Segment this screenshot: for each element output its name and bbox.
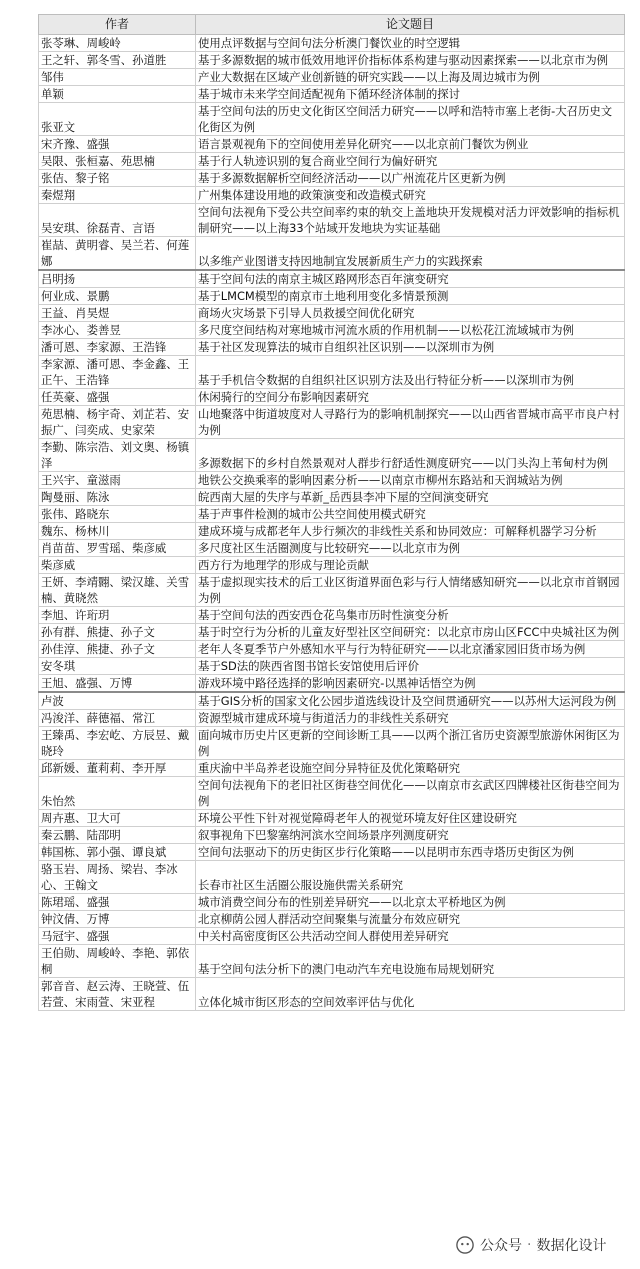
paper-title-cell: 西方行为地理学的形成与理论贡献 xyxy=(196,557,625,574)
author-cell: 吕明扬 xyxy=(39,270,196,288)
header-authors: 作者 xyxy=(39,15,196,35)
author-cell: 韩国栋、郭小强、谭良斌 xyxy=(39,844,196,861)
table-row xyxy=(39,692,625,710)
table-row xyxy=(39,339,625,356)
author-cell: 卢波 xyxy=(39,692,196,710)
author-cell: 马冠宇、盛强 xyxy=(39,928,196,945)
table-row xyxy=(39,624,625,641)
paper-table-sheet xyxy=(38,14,624,1011)
table-row xyxy=(39,86,625,103)
author-cell: 苑思楠、杨宇奇、刘芷若、安振广、闫奕成、史家荣 xyxy=(39,406,196,439)
table-row xyxy=(39,187,625,204)
paper-title-cell: 基于空间句法的历史文化街区空间活力研究——以呼和浩特市塞上老街-大召历史文化街区为例 xyxy=(196,103,625,136)
table-row xyxy=(39,978,625,1011)
table-row xyxy=(39,439,625,472)
paper-title-cell: 资源型城市建成环境与街道活力的非线性关系研究 xyxy=(196,710,625,727)
table-body xyxy=(39,35,625,1011)
table-row xyxy=(39,506,625,523)
author-cell: 李勤、陈宗浩、刘文奥、杨镇泽 xyxy=(39,439,196,472)
wechat-icon xyxy=(456,1236,474,1254)
author-cell: 王妍、李靖翾、梁汉雄、关雪楠、黄晓然 xyxy=(39,574,196,607)
paper-title-cell: 空间句法视角下受公共空间率约束的轨交上盖地块开发规模对活力评效影响的指标机制研究——以上海33个站域开发地块为实证基础 xyxy=(196,204,625,237)
paper-title-cell: 环境公平性下针对视觉障碍老年人的视觉环境友好住区建设研究 xyxy=(196,810,625,827)
paper-title-cell: 基于空间句法分析下的澳门电动汽车充电设施布局规划研究 xyxy=(196,945,625,978)
watermark-brand: 公众号 xyxy=(480,1238,522,1254)
author-cell: 何业成、景鹏 xyxy=(39,288,196,305)
table-row xyxy=(39,675,625,693)
author-cell: 秦云鹏、陆邵明 xyxy=(39,827,196,844)
paper-title-cell: 基于时空行为分析的儿童友好型社区空间研究：以北京市房山区FCC中央城社区为例 xyxy=(196,624,625,641)
paper-title-cell: 长春市社区生活圈公服设施供需关系研究 xyxy=(196,861,625,894)
author-cell: 王伯勋、周峻岭、李艳、郭依桐 xyxy=(39,945,196,978)
paper-title-cell: 基于声事件检测的城市公共空间使用模式研究 xyxy=(196,506,625,523)
paper-title-cell: 城市消费空间分布的性别差异研究——以北京太平桥地区为例 xyxy=(196,894,625,911)
paper-title-cell: 使用点评数据与空间句法分析澳门餐饮业的时空逻辑 xyxy=(196,35,625,52)
paper-title-cell: 空间句法视角下的老旧社区街巷空间优化——以南京市玄武区四牌楼社区街巷空间为例 xyxy=(196,777,625,810)
watermark xyxy=(452,1232,610,1258)
table-row xyxy=(39,911,625,928)
table-row xyxy=(39,727,625,760)
table-row xyxy=(39,170,625,187)
table-row xyxy=(39,810,625,827)
author-cell: 周卉惠、卫大可 xyxy=(39,810,196,827)
table-row xyxy=(39,237,625,271)
author-cell: 柴彦威 xyxy=(39,557,196,574)
paper-title-cell: 基于行人轨迹识别的复合商业空间行为偏好研究 xyxy=(196,153,625,170)
table-row xyxy=(39,658,625,675)
paper-title-cell: 休闲骑行的空间分布影响因素研究 xyxy=(196,389,625,406)
table-row xyxy=(39,641,625,658)
table-row xyxy=(39,52,625,69)
paper-title-cell: 商场火灾场景下引导人员救援空间优化研究 xyxy=(196,305,625,322)
paper-title-cell: 基于城市未来学空间适配视角下循环经济体制的探讨 xyxy=(196,86,625,103)
author-cell: 孙佳淳、熊捷、孙子文 xyxy=(39,641,196,658)
author-cell: 孙有群、熊捷、孙子文 xyxy=(39,624,196,641)
author-cell: 张苓琳、周峻岭 xyxy=(39,35,196,52)
watermark-account-name: 数据化设计 xyxy=(536,1238,607,1254)
author-cell: 吴安琪、徐磊青、言语 xyxy=(39,204,196,237)
author-cell: 钟汶倩、万博 xyxy=(39,911,196,928)
table-row xyxy=(39,827,625,844)
author-cell: 郭音音、赵云涛、王晓萱、伍若萱、宋雨萱、宋亚程 xyxy=(39,978,196,1011)
table-row xyxy=(39,861,625,894)
paper-title-cell: 基于多源数据解析空间经济活动——以广州流花片区更新为例 xyxy=(196,170,625,187)
paper-title-cell: 山地聚落中街道坡度对人寻路行为的影响机制探究——以山西省晋城市高平市良户村为例 xyxy=(196,406,625,439)
author-cell: 单颖 xyxy=(39,86,196,103)
table-row xyxy=(39,489,625,506)
author-cell: 王之轩、郭冬雪、孙道胜 xyxy=(39,52,196,69)
author-cell: 张亚文 xyxy=(39,103,196,136)
header-paper-title: 论文题目 xyxy=(196,15,625,35)
author-cell: 任英豪、盛强 xyxy=(39,389,196,406)
paper-title-cell: 基于社区发现算法的城市自组织社区识别——以深圳市为例 xyxy=(196,339,625,356)
author-cell: 邹伟 xyxy=(39,69,196,86)
table-row xyxy=(39,153,625,170)
table-row xyxy=(39,945,625,978)
paper-title-cell: 叙事视角下巴黎塞纳河滨水空间场景序列测度研究 xyxy=(196,827,625,844)
table-row xyxy=(39,35,625,52)
table-row xyxy=(39,356,625,389)
paper-title-cell: 重庆渝中半岛养老设施空间分异特征及优化策略研究 xyxy=(196,760,625,777)
table-row xyxy=(39,472,625,489)
paper-title-cell: 产业大数据在区域产业创新链的研究实践——以上海及周边城市为例 xyxy=(196,69,625,86)
paper-title-cell: 北京柳荫公园人群活动空间聚集与流量分布效应研究 xyxy=(196,911,625,928)
table-row xyxy=(39,406,625,439)
paper-title-cell: 多源数据下的乡村自然景观对人群步行舒适性测度研究——以门头沟上苇甸村为例 xyxy=(196,439,625,472)
author-cell: 肖苗苗、罗雪瑶、柴彦威 xyxy=(39,540,196,557)
author-cell: 王益、肖昊煜 xyxy=(39,305,196,322)
table-row xyxy=(39,204,625,237)
paper-title-cell: 基于LMCM模型的南京市土地利用变化多情景预测 xyxy=(196,288,625,305)
author-cell: 李家源、潘可恩、李金鑫、王正午、王浩锋 xyxy=(39,356,196,389)
paper-title-cell: 以多维产业图谱支持因地制宜发展新质生产力的实践探索 xyxy=(196,237,625,271)
table-row xyxy=(39,389,625,406)
author-cell: 秦煜翔 xyxy=(39,187,196,204)
watermark-separator: · xyxy=(527,1237,532,1253)
author-cell: 李旭、许珩玥 xyxy=(39,607,196,624)
table-row xyxy=(39,607,625,624)
author-cell: 王臻禹、李宏屹、方辰昱、戴晓玲 xyxy=(39,727,196,760)
paper-title-cell: 游戏环境中路径选择的影响因素研究-以黑神话悟空为例 xyxy=(196,675,625,693)
paper-title-cell: 基于SD法的陕西省图书馆长安馆使用后评价 xyxy=(196,658,625,675)
table-row xyxy=(39,270,625,288)
paper-table xyxy=(38,14,625,1011)
table-row xyxy=(39,557,625,574)
table-row xyxy=(39,844,625,861)
table-row xyxy=(39,305,625,322)
table-row xyxy=(39,928,625,945)
paper-title-cell: 基于空间句法的西安西仓花鸟集市历时性演变分析 xyxy=(196,607,625,624)
paper-title-cell: 地铁公交换乘率的影响因素分析——以南京市柳州东路站和天润城站为例 xyxy=(196,472,625,489)
paper-title-cell: 多尺度社区生活圈测度与比较研究——以北京市为例 xyxy=(196,540,625,557)
author-cell: 张伟、路晓东 xyxy=(39,506,196,523)
author-cell: 宋齐豫、盛强 xyxy=(39,136,196,153)
table-row xyxy=(39,894,625,911)
paper-title-cell: 建成环境与成都老年人步行频次的非线性关系和协同效应：可解释机器学习分析 xyxy=(196,523,625,540)
paper-title-cell: 广州集体建设用地的政策演变和改造模式研究 xyxy=(196,187,625,204)
paper-title-cell: 空间句法驱动下的历史街区步行化策略——以昆明市东西寺塔历史街区为例 xyxy=(196,844,625,861)
table-row xyxy=(39,69,625,86)
author-cell: 李冰心、娄善昱 xyxy=(39,322,196,339)
author-cell: 张佶、黎子铭 xyxy=(39,170,196,187)
paper-title-cell: 基于多源数据的城市低效用地评价指标体系构建与驱动因素探索——以北京市为例 xyxy=(196,52,625,69)
paper-title-cell: 基于空间句法的南京主城区路网形态百年演变研究 xyxy=(196,270,625,288)
table-row xyxy=(39,710,625,727)
paper-title-cell: 基于手机信令数据的自组织社区识别方法及出行特征分析——以深圳市为例 xyxy=(196,356,625,389)
table-header-row xyxy=(39,15,625,35)
paper-title-cell: 皖西南大屋的失序与革新_岳西县李冲下屋的空间演变研究 xyxy=(196,489,625,506)
paper-title-cell: 基于虚拟现实技术的后工业区街道界面色彩与行人情绪感知研究——以北京市首钢园为例 xyxy=(196,574,625,607)
author-cell: 安冬琪 xyxy=(39,658,196,675)
author-cell: 王旭、盛强、万博 xyxy=(39,675,196,693)
table-row xyxy=(39,136,625,153)
paper-title-cell: 语言景观视角下的空间使用差异化研究——以北京前门餐饮为例业 xyxy=(196,136,625,153)
author-cell: 朱怡然 xyxy=(39,777,196,810)
paper-title-cell: 中关村高密度街区公共活动空间人群使用差异研究 xyxy=(196,928,625,945)
author-cell: 潘可恩、李家源、王浩锋 xyxy=(39,339,196,356)
author-cell: 骆玉岩、周扬、梁岩、李冰心、王翰文 xyxy=(39,861,196,894)
table-row xyxy=(39,322,625,339)
author-cell: 冯浚洋、薛德福、常江 xyxy=(39,710,196,727)
table-row xyxy=(39,540,625,557)
table-row xyxy=(39,777,625,810)
table-row xyxy=(39,288,625,305)
author-cell: 邱新媛、董莉莉、李开厚 xyxy=(39,760,196,777)
table-row xyxy=(39,103,625,136)
paper-title-cell: 老年人冬夏季节户外感知水平与行为特征研究——以北京潘家园旧货市场为例 xyxy=(196,641,625,658)
paper-title-cell: 多尺度空间结构对寒地城市河流水质的作用机制——以松花江流域城市为例 xyxy=(196,322,625,339)
author-cell: 吴限、张桓嘉、苑思楠 xyxy=(39,153,196,170)
table-row xyxy=(39,760,625,777)
author-cell: 陈珺瑶、盛强 xyxy=(39,894,196,911)
paper-title-cell: 立体化城市街区形态的空间效率评估与优化 xyxy=(196,978,625,1011)
author-cell: 王兴宇、童滋雨 xyxy=(39,472,196,489)
paper-title-cell: 基于GIS分析的国家文化公园步道选线设计及空间贯通研究——以苏州大运河段为例 xyxy=(196,692,625,710)
paper-title-cell: 面向城市历史片区更新的空间诊断工具——以两个浙江省历史资源型旅游休闲街区为例 xyxy=(196,727,625,760)
table-row xyxy=(39,574,625,607)
author-cell: 魏东、杨林川 xyxy=(39,523,196,540)
author-cell: 陶曼丽、陈泳 xyxy=(39,489,196,506)
author-cell: 崔喆、黄明睿、吴兰若、何莲娜 xyxy=(39,237,196,271)
table-row xyxy=(39,523,625,540)
